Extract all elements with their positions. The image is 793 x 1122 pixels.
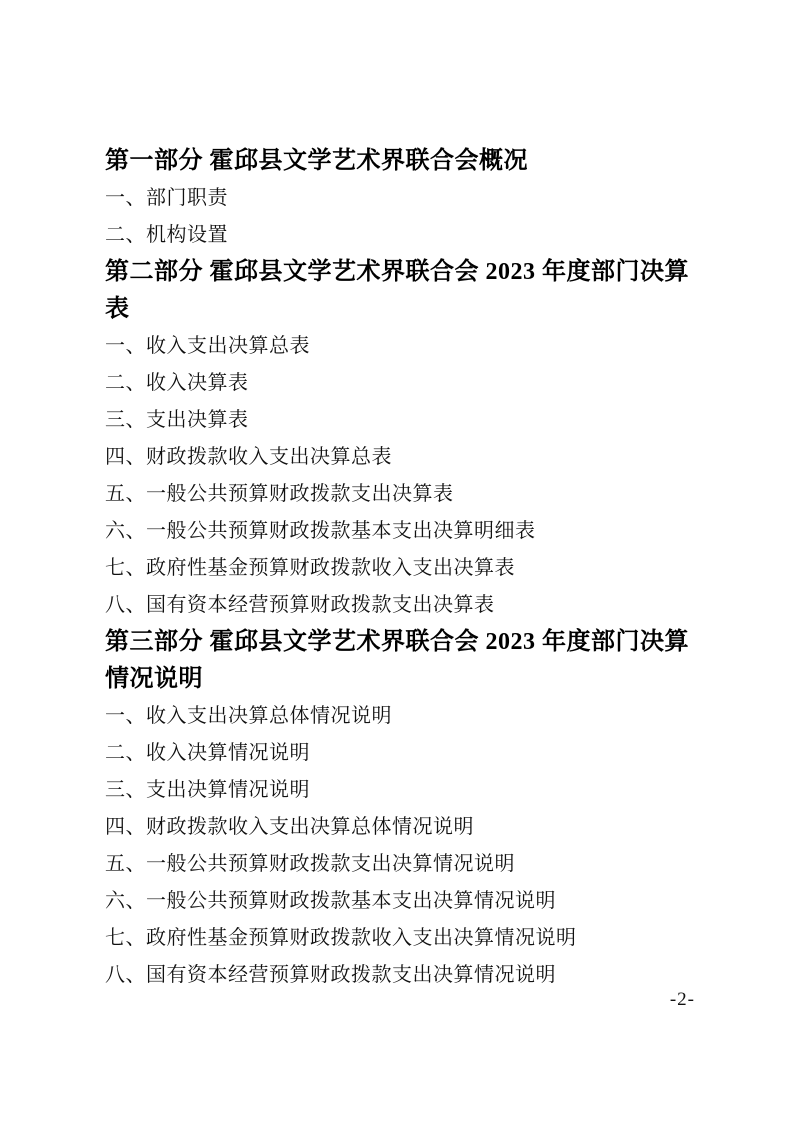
- toc-item-fiscal-appropriation-overall-note: 四、财政拨款收入支出决算总体情况说明: [105, 816, 474, 838]
- toc-item-income-table: 二、收入决算表: [105, 372, 249, 394]
- toc-item-expense-table: 三、支出决算表: [105, 409, 249, 431]
- section-3-heading-line-2: 情况说明: [105, 666, 203, 692]
- toc-item-general-budget-basic-expense-detail-table: 六、一般公共预算财政拨款基本支出决算明细表: [105, 520, 536, 542]
- toc-item-income-expense-overall-note: 一、收入支出决算总体情况说明: [105, 705, 392, 727]
- section-2-heading-line-1: 第二部分 霍邱县文学艺术界联合会 2023 年度部门决算: [105, 259, 689, 285]
- table-of-contents: [105, 143, 705, 994]
- section-2-heading-line-2: 表: [105, 296, 130, 322]
- toc-item-general-budget-basic-expense-note: 六、一般公共预算财政拨款基本支出决算情况说明: [105, 890, 556, 912]
- toc-item-gov-fund-budget-table: 七、政府性基金预算财政拨款收入支出决算表: [105, 557, 515, 579]
- toc-item-expense-note: 三、支出决算情况说明: [105, 779, 310, 801]
- page-number: -2-: [669, 989, 695, 1010]
- toc-item-fiscal-appropriation-summary-table: 四、财政拨款收入支出决算总表: [105, 446, 392, 468]
- toc-item-gov-fund-budget-note: 七、政府性基金预算财政拨款收入支出决算情况说明: [105, 927, 577, 949]
- toc-item-income-note: 二、收入决算情况说明: [105, 742, 310, 764]
- toc-item-general-budget-expense-note: 五、一般公共预算财政拨款支出决算情况说明: [105, 853, 515, 875]
- section-3-heading-line-1: 第三部分 霍邱县文学艺术界联合会 2023 年度部门决算: [105, 629, 689, 655]
- toc-item-dept-duties: 一、部门职责: [105, 187, 228, 209]
- toc-item-state-capital-budget-note: 八、国有资本经营预算财政拨款支出决算情况说明: [105, 964, 556, 986]
- toc-item-general-budget-expense-table: 五、一般公共预算财政拨款支出决算表: [105, 483, 454, 505]
- toc-item-income-expense-summary-table: 一、收入支出决算总表: [105, 335, 310, 357]
- toc-item-state-capital-budget-table: 八、国有资本经营预算财政拨款支出决算表: [105, 594, 495, 616]
- section-1-heading: 第一部分 霍邱县文学艺术界联合会概况: [105, 148, 528, 174]
- toc-item-org-structure: 二、机构设置: [105, 224, 228, 246]
